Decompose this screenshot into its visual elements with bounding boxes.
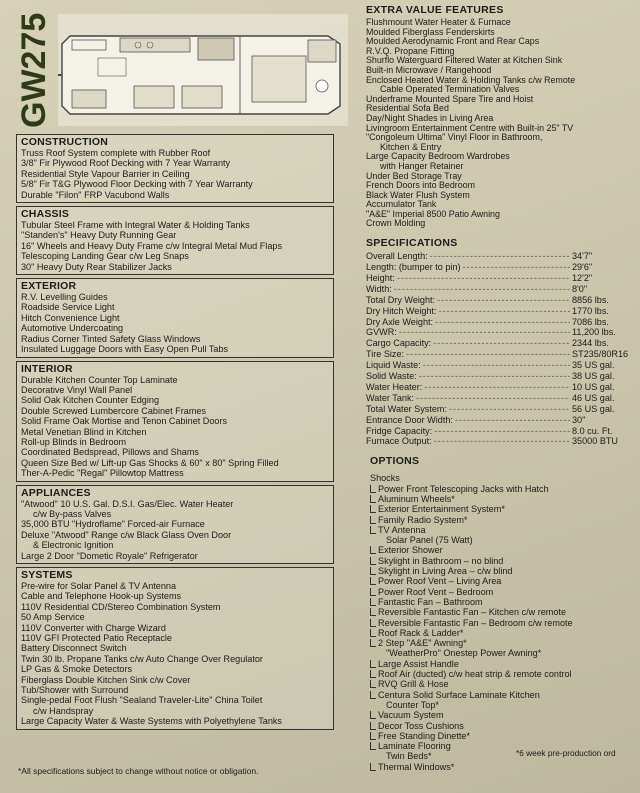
leader-dots <box>434 426 570 437</box>
leader-dots <box>439 306 570 317</box>
leader-dots <box>433 338 570 349</box>
list-item: Fiberglass Double Kitchen Sink c/w Cover <box>21 674 191 685</box>
option-item <box>370 587 634 597</box>
option-item <box>370 535 634 545</box>
list-item: "Congoleum Ultima" Vinyl Floor in Bathroom, <box>366 133 543 143</box>
spec-row <box>366 262 634 273</box>
list-item: Black Water Flush System <box>366 190 470 200</box>
list-item: "Atwood" 10 U.S. Gal. D.S.I. Gas/Elec. Water Heater <box>21 498 234 509</box>
option-label: Laminate Flooring <box>378 741 451 752</box>
list-item: 50 Amp Service <box>21 612 85 623</box>
spec-label: GVWR: <box>366 327 397 338</box>
list-item: Automotive Undercoating <box>21 323 124 334</box>
option-item <box>370 628 634 638</box>
option-label: Power Roof Vent – Living Area <box>378 576 502 587</box>
options-list <box>370 473 634 772</box>
bracket-mark-icon <box>370 505 376 513</box>
option-item <box>370 473 634 483</box>
spec-row <box>366 426 634 437</box>
list-item: Accumulator Tank <box>366 200 437 210</box>
option-item <box>370 576 634 586</box>
spec-value: 7086 lbs. <box>572 316 609 327</box>
options-note: *6 week pre-production ord <box>516 748 616 758</box>
list-item: c/w Handspray <box>33 705 94 716</box>
option-label: Roof Air (ducted) c/w heat strip & remote control <box>378 669 572 680</box>
options-title: OPTIONS <box>370 455 420 468</box>
spec-value: 8.0 cu. Ft. <box>572 425 613 436</box>
list-item: & Electronic Ignition <box>33 540 114 551</box>
list-item: Large Capacity Water & Waste Systems with Polyethylene Tanks <box>21 716 282 727</box>
list-item: Solid Oak Kitchen Counter Edging <box>21 395 160 406</box>
bracket-mark-icon <box>370 660 376 668</box>
chassis-section <box>16 206 334 275</box>
spec-value: 12'2" <box>572 272 593 283</box>
list-item: Truss Roof System complete with Rubber Roof <box>21 148 211 158</box>
spec-value: 2344 lbs. <box>572 338 609 349</box>
bracket-mark-icon <box>370 485 376 493</box>
leader-dots <box>435 317 570 328</box>
spec-value: 35000 BTU <box>572 436 619 447</box>
exterior-section <box>16 278 334 357</box>
chassis-title: CHASSIS <box>21 208 70 221</box>
options-section <box>366 455 634 772</box>
spec-value: 11,200 lbs. <box>572 327 616 338</box>
option-label: Twin Beds* <box>386 751 432 762</box>
leader-dots <box>455 415 570 426</box>
option-item <box>370 659 634 669</box>
bracket-mark-icon <box>370 567 376 575</box>
list-item: Cable Operated Termination Valves <box>380 85 520 95</box>
option-item <box>370 669 634 679</box>
option-label: Solar Panel (75 Watt) <box>386 535 473 546</box>
bracket-mark-icon <box>370 546 376 554</box>
bracket-mark-icon <box>370 763 376 771</box>
list-item: 3/8" Fir Plywood Roof Decking with 7 Year Warranty <box>21 158 231 169</box>
spec-value: 1770 lbs. <box>572 305 609 316</box>
spec-row <box>366 317 634 328</box>
list-item: Decorative Vinyl Wall Panel <box>21 384 133 395</box>
bracket-mark-icon <box>370 670 376 678</box>
bracket-mark-icon <box>370 588 376 596</box>
option-item <box>370 556 634 566</box>
list-item: Shurflo Waterguard Filtered Water at Kitchen Sink <box>366 56 563 66</box>
list-item: Large Capacity Bedroom Wardrobes <box>366 152 510 162</box>
list-item: Coordinated Bedspread, Pillows and Shams <box>21 447 199 458</box>
extra-value-list <box>366 18 634 229</box>
leader-dots <box>406 349 570 360</box>
spec-row <box>366 338 634 349</box>
spec-value: 8856 lbs. <box>572 294 609 305</box>
appliances-list <box>21 499 329 561</box>
spec-row <box>366 273 634 284</box>
option-item <box>370 638 634 648</box>
list-item: Crown Molding <box>366 219 426 229</box>
list-item: R.V.Q. Propane Fitting <box>366 46 455 56</box>
spec-row <box>366 393 634 404</box>
spec-row <box>366 360 634 371</box>
spec-label: Water Tank: <box>366 392 415 403</box>
list-item: Livingroom Entertainment Centre with Built-in 25" TV <box>366 123 574 133</box>
list-item: 110V Converter with Charge Wizard <box>21 622 166 633</box>
spec-label: Water Heater: <box>366 381 423 392</box>
list-item: "A&E" Imperial 8500 Patio Awning <box>366 209 500 219</box>
list-item: Residential Sofa Bed <box>366 104 449 114</box>
spec-label: Length: (bumper to pin) <box>366 261 461 272</box>
bracket-mark-icon <box>370 526 376 534</box>
option-label: RVQ Grill & Hose <box>378 679 449 690</box>
list-item: Double Screwed Lumbercore Cabinet Frames <box>21 405 206 416</box>
list-item: Telescoping Landing Gear c/w Leg Snaps <box>21 251 189 262</box>
bracket-mark-icon <box>370 742 376 750</box>
spec-row <box>366 306 634 317</box>
spec-row <box>366 295 634 306</box>
list-item: 110V GFI Protected Patio Receptacle <box>21 633 172 644</box>
footnote: *All specifications subject to change without notice or obligation. <box>18 766 259 776</box>
leader-dots <box>394 284 570 295</box>
leader-dots <box>419 371 570 382</box>
option-label: Reversible Fantastic Fan – Kitchen c/w remote <box>378 607 567 618</box>
leader-dots <box>397 273 570 284</box>
spec-label: Tire Size: <box>366 349 405 360</box>
option-label: Shocks <box>370 473 400 484</box>
option-item <box>370 710 634 720</box>
list-item: 110V Residential CD/Stereo Combination System <box>21 601 221 612</box>
list-item: Metal Venetian Blind in Kitchen <box>21 426 147 437</box>
leader-dots <box>430 251 570 262</box>
option-label: Roof Rack & Ladder* <box>378 627 464 638</box>
leader-dots <box>423 360 570 371</box>
bracket-mark-icon <box>370 495 376 503</box>
spec-label: Width: <box>366 283 392 294</box>
list-item: Radius Corner Tinted Safety Glass Windows <box>21 333 201 344</box>
spec-value: 35 US gal. <box>572 360 615 371</box>
list-item: 35,000 BTU "Hydroflame" Forced-air Furnace <box>21 519 205 530</box>
appliances-section <box>16 485 334 564</box>
specifications-title: SPECIFICATIONS <box>366 237 458 250</box>
list-item: Under Bed Storage Tray <box>366 171 462 181</box>
spec-row <box>366 371 634 382</box>
option-item <box>370 700 634 710</box>
systems-section <box>16 567 334 730</box>
option-label: Vacuum System <box>378 710 444 721</box>
spec-row <box>366 284 634 295</box>
option-label: "WeatherPro" Onestep Power Awning* <box>386 648 542 659</box>
option-item <box>370 721 634 731</box>
spec-label: Cargo Capacity: <box>366 338 432 349</box>
option-label: Free Standing Dinette* <box>378 730 471 741</box>
list-item: "Standen's" Heavy Duty Running Gear <box>21 230 177 241</box>
extra-value-section <box>366 4 634 229</box>
spec-label: Dry Axle Weight: <box>366 316 434 327</box>
spec-label: Overall Length: <box>366 251 428 262</box>
spec-row <box>366 251 634 262</box>
spec-value: 10 US gal. <box>572 381 615 392</box>
spec-value: 8'0" <box>572 283 588 294</box>
interior-list <box>21 375 329 479</box>
spec-label: Liquid Waste: <box>366 360 421 371</box>
construction-title: CONSTRUCTION <box>21 136 108 148</box>
option-label: Thermal Windows* <box>378 761 455 772</box>
bracket-mark-icon <box>370 619 376 627</box>
construction-section <box>16 134 334 203</box>
model-name <box>14 12 54 130</box>
list-item: Moulded Aerodynamic Front and Rear Caps <box>366 37 540 47</box>
leader-dots <box>434 436 570 447</box>
spec-label: Height: <box>366 272 395 283</box>
spec-row <box>366 436 634 447</box>
bracket-mark-icon <box>370 722 376 730</box>
option-label: Reversible Fantastic Fan – Bedroom c/w remote <box>378 617 573 628</box>
list-item: c/w By-pass Valves <box>33 508 112 519</box>
chassis-list <box>21 220 329 272</box>
list-item: Cable and Telephone Hook-up Systems <box>21 591 182 602</box>
svg-text:GW275: GW275 <box>15 12 53 128</box>
list-item: Enclosed Heated Water & Holding Tanks c/w Remote <box>366 75 576 85</box>
spec-label: Entrance Door Width: <box>366 414 453 425</box>
list-item: Durable "Filon" FRP Vacubond Walls <box>21 189 170 200</box>
list-item: Insulated Luggage Doors with Easy Open Pull Tabs <box>21 344 229 355</box>
systems-list <box>21 581 329 727</box>
option-label: Fantastic Fan – Bathroom <box>378 596 483 607</box>
option-label: TV Antenna <box>378 524 426 535</box>
bracket-mark-icon <box>370 680 376 688</box>
option-label: Centura Solid Surface Laminate Kitchen <box>378 689 540 700</box>
list-item: Battery Disconnect Switch <box>21 643 127 654</box>
list-item: Large 2 Door "Dometic Royale" Refrigerator <box>21 550 198 561</box>
spec-value: 29'6" <box>572 261 593 272</box>
list-item: Single-pedal Foot Flush "Sealand Traveler-Lite" China Toilet <box>21 695 263 706</box>
option-item <box>370 648 634 658</box>
bracket-mark-icon <box>370 691 376 699</box>
list-item: Twin 30 lb. Propane Tanks c/w Auto Change Over Regulator <box>21 653 263 664</box>
list-item: Flushmount Water Heater & Furnace <box>366 18 511 27</box>
spec-label: Fridge Capacity: <box>366 425 433 436</box>
exterior-list <box>21 292 329 354</box>
bracket-mark-icon <box>370 639 376 647</box>
spec-value: 34'7" <box>572 251 593 262</box>
leader-dots <box>437 295 570 306</box>
bracket-mark-icon <box>370 608 376 616</box>
list-item: R.V. Levelling Guides <box>21 292 108 303</box>
option-label: Power Front Telescoping Jacks with Hatch <box>378 483 549 494</box>
bracket-mark-icon <box>370 516 376 524</box>
bracket-mark-icon <box>370 732 376 740</box>
list-item: Kitchen & Entry <box>380 142 442 152</box>
option-item <box>370 525 634 535</box>
spec-value: 38 US gal. <box>572 371 615 382</box>
spec-label: Total Water System: <box>366 403 448 414</box>
bracket-mark-icon <box>370 711 376 719</box>
list-item: Hitch Convenience Light <box>21 312 120 323</box>
list-item: Underframe Mounted Spare Tire and Hoist <box>366 94 534 104</box>
list-item: Tub/Shower with Surround <box>21 685 129 696</box>
leader-dots <box>416 393 570 404</box>
list-item: Residential Style Vapour Barrier in Ceiling <box>21 168 190 179</box>
option-label: Decor Toss Cushions <box>378 720 464 731</box>
option-label: Power Roof Vent – Bedroom <box>378 586 494 597</box>
list-item: 30" Heavy Duty Rear Stabilizer Jacks <box>21 261 172 272</box>
leader-dots <box>463 262 570 273</box>
spec-row <box>366 349 634 360</box>
list-item: LP Gas & Smoke Detectors <box>21 664 133 675</box>
leader-dots <box>399 327 570 338</box>
list-item: Roadside Service Light <box>21 302 115 313</box>
option-label: Family Radio System* <box>378 514 468 525</box>
option-item <box>370 504 634 514</box>
option-item <box>370 515 634 525</box>
option-label: 2 Step "A&E" Awning* <box>378 638 467 649</box>
appliances-title: APPLIANCES <box>21 486 91 499</box>
option-item <box>370 679 634 689</box>
list-item: with Hanger Retainer <box>380 161 464 171</box>
option-item <box>370 607 634 617</box>
bracket-mark-icon <box>370 629 376 637</box>
list-item: 5/8" Fir T&G Plywood Floor Decking with 7 Year Warranty <box>21 179 253 190</box>
specifications-section <box>366 237 634 447</box>
option-label: Skylight in Bathroom – no blind <box>378 555 504 566</box>
list-item: 16" Wheels and Heavy Duty Frame c/w Integral Metal Mud Flaps <box>21 240 282 251</box>
bracket-mark-icon <box>370 577 376 585</box>
list-item: Queen Size Bed w/ Lift-up Gas Shocks & 60" x 80" Spring Filled <box>21 457 279 468</box>
list-item: Tubular Steel Frame with Integral Water & Holding Tanks <box>21 220 250 231</box>
spec-label: Solid Waste: <box>366 371 417 382</box>
spec-value: 30" <box>572 414 586 425</box>
list-item: Day/Night Shades in Living Area <box>366 113 494 123</box>
bracket-mark-icon <box>370 557 376 565</box>
feature-column <box>16 134 334 733</box>
systems-title: SYSTEMS <box>21 569 73 581</box>
spec-label: Total Dry Weight: <box>366 294 436 305</box>
option-item <box>370 494 634 504</box>
list-item: Pre-wire for Solar Panel & TV Antenna <box>21 581 177 591</box>
leader-dots <box>424 382 570 393</box>
list-item: Deluxe "Atwood" Range c/w Black Glass Oven Door <box>21 529 232 540</box>
spec-row <box>366 415 634 426</box>
option-item <box>370 484 634 494</box>
option-item <box>370 566 634 576</box>
spec-row <box>366 327 634 338</box>
bracket-mark-icon <box>370 598 376 606</box>
leader-dots <box>449 404 570 415</box>
list-item: Durable Kitchen Counter Top Laminate <box>21 374 178 385</box>
interior-title: INTERIOR <box>21 362 73 375</box>
spec-row <box>366 382 634 393</box>
option-label: Exterior Entertainment System* <box>378 504 505 515</box>
option-item <box>370 690 634 700</box>
option-label: Large Assist Handle <box>378 658 459 669</box>
option-label: Counter Top* <box>386 699 439 710</box>
option-item <box>370 597 634 607</box>
option-item <box>370 762 634 772</box>
spec-column <box>366 4 634 772</box>
option-item <box>370 545 634 555</box>
option-label: Exterior Shower <box>378 545 443 556</box>
list-item: Moulded Fiberglass Fenderskirts <box>366 27 495 37</box>
floorplan-diagram <box>58 14 348 126</box>
spec-value: ST235/80R16 <box>572 349 629 360</box>
extra-value-title: EXTRA VALUE FEATURES <box>366 4 504 16</box>
option-label: Aluminum Wheels* <box>378 493 455 504</box>
spec-value: 56 US gal. <box>572 403 615 414</box>
interior-section <box>16 361 334 482</box>
spec-value: 46 US gal. <box>572 392 615 403</box>
construction-list <box>21 148 329 200</box>
list-item: French Doors into Bedroom <box>366 181 476 191</box>
list-item: Built-in Microwave / Rangehood <box>366 65 492 75</box>
exterior-title: EXTERIOR <box>21 280 77 293</box>
spec-label: Furnace Output: <box>366 436 432 447</box>
list-item: Roll-up Blinds in Bedroom <box>21 436 127 447</box>
list-item: Solid Frame Oak Mortise and Tenon Cabinet Doors <box>21 416 228 427</box>
spec-label: Dry Hitch Weight: <box>366 305 437 316</box>
option-item <box>370 618 634 628</box>
option-label: Skylight in Living Area – c/w blind <box>378 566 513 577</box>
list-item: Ther-A-Pedic "Regal" Pillowtop Mattress <box>21 468 184 479</box>
specifications-table <box>366 251 634 447</box>
option-item <box>370 731 634 741</box>
spec-row <box>366 404 634 415</box>
